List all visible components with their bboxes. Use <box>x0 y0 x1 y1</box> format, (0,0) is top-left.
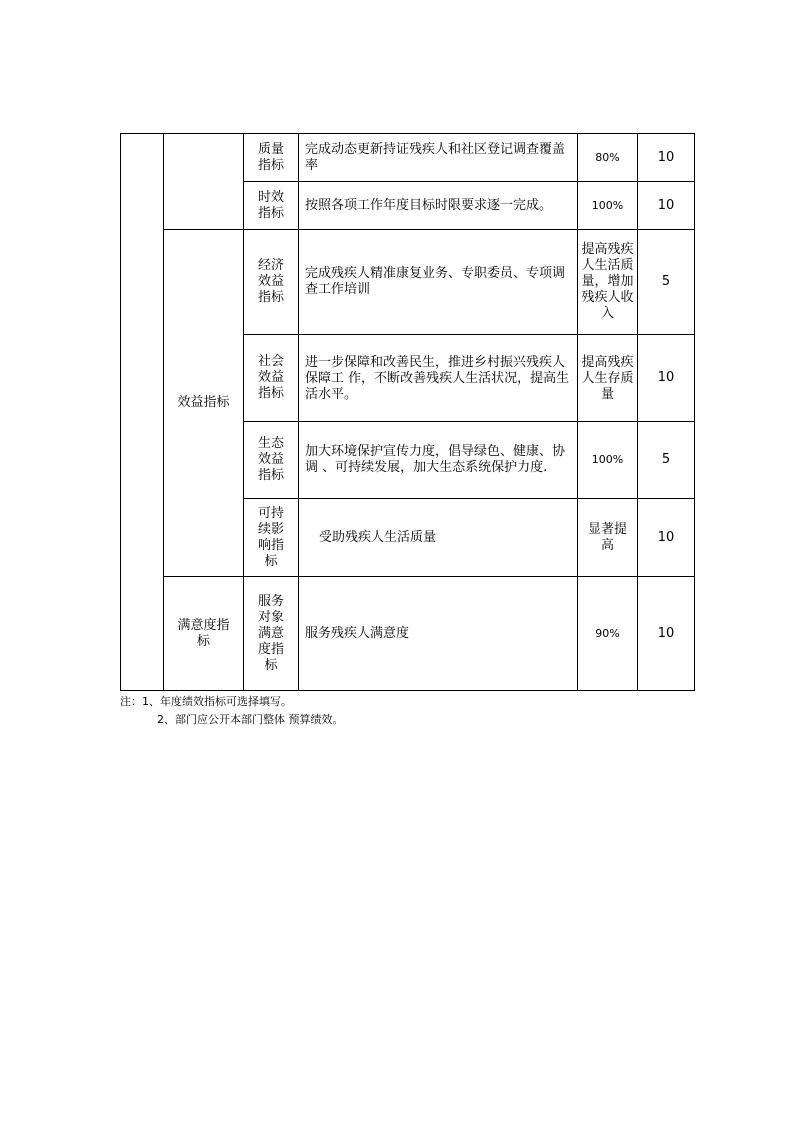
indicator-cell: 生态效益指标 <box>244 422 299 499</box>
target-cell: 提高残疾人生活质量，增加残疾人收入 <box>578 230 638 335</box>
score-cell: 10 <box>638 134 695 182</box>
score-cell: 5 <box>638 230 695 335</box>
table-row <box>121 577 695 691</box>
target-cell: 提高残疾人生存质量 <box>578 335 638 422</box>
score-cell: 10 <box>638 499 695 577</box>
target-cell: 100% <box>578 182 638 230</box>
indicator-cell: 社会效益指标 <box>244 335 299 422</box>
target-cell: 90% <box>578 577 638 691</box>
score-cell: 10 <box>638 577 695 691</box>
description-cell: 完成残疾人精准康复业务、专职委员、专项调查工作培训 <box>299 230 578 335</box>
performance-indicator-table <box>120 133 695 691</box>
satisfaction-category-cell: 满意度指标 <box>164 577 244 691</box>
table-row <box>121 230 695 335</box>
description-cell: 完成动态更新持证残疾人和社区登记调查覆盖率 <box>299 134 578 182</box>
outer-category-cell <box>121 134 164 691</box>
footnotes <box>120 693 344 729</box>
description-cell: 受助残疾人生活质量 <box>299 499 578 577</box>
description-cell: 加大环境保护宣传力度，倡导绿色、健康、协调 、可持续发展，加大生态系统保护力度. <box>299 422 578 499</box>
footnote-1: 注：1、年度绩效指标可选择填写。 <box>120 695 292 708</box>
target-cell: 显著提高 <box>578 499 638 577</box>
footnote-2: 2、部门应公开本部门整体 预算绩效。 <box>157 713 344 726</box>
table-row <box>121 134 695 182</box>
indicator-cell: 时效指标 <box>244 182 299 230</box>
description-cell: 服务残疾人满意度 <box>299 577 578 691</box>
indicator-cell: 服务对象满意度指标 <box>244 577 299 691</box>
indicator-cell: 质量指标 <box>244 134 299 182</box>
score-cell: 10 <box>638 182 695 230</box>
target-cell: 100% <box>578 422 638 499</box>
score-cell: 5 <box>638 422 695 499</box>
benefit-category-cell: 效益指标 <box>164 230 244 577</box>
score-cell: 10 <box>638 335 695 422</box>
indicator-cell: 经济效益指标 <box>244 230 299 335</box>
target-cell: 80% <box>578 134 638 182</box>
description-cell: 进一步保障和改善民生，推进乡村振兴残疾人保障工 作，不断改善残疾人生活状况，提高生活水平。 <box>299 335 578 422</box>
output-category-cell <box>164 134 244 230</box>
description-cell: 按照各项工作年度目标时限要求逐一完成。 <box>299 182 578 230</box>
indicator-cell: 可持续影响指标 <box>244 499 299 577</box>
